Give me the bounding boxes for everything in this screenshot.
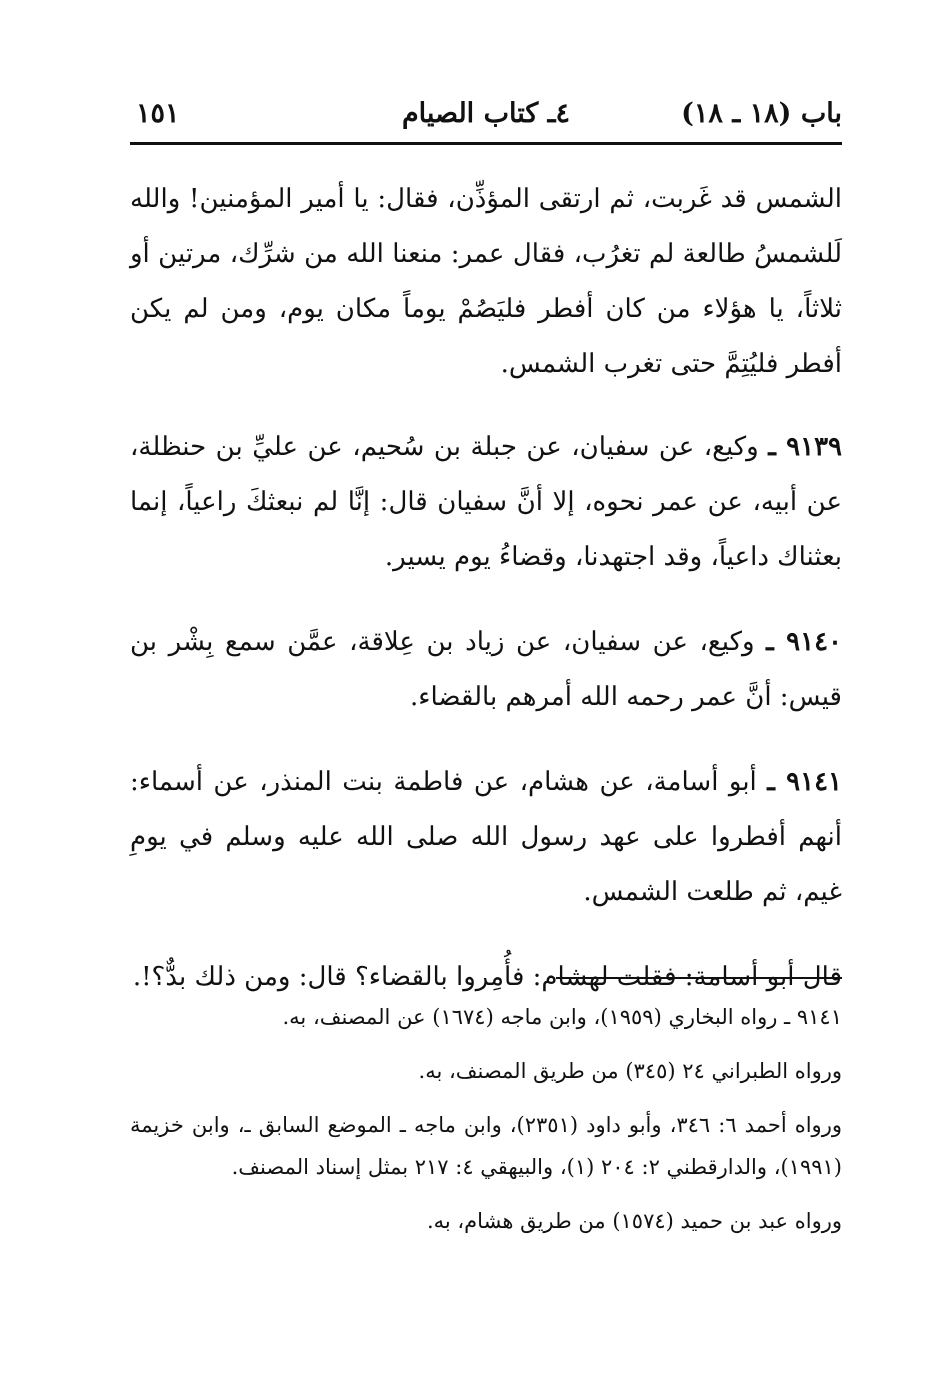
hadith-number: ٩١٤١ ـ bbox=[767, 767, 843, 797]
chapter-heading: باب (١٨ ـ ١٨) bbox=[681, 98, 842, 129]
paragraph-text: وكيع، عن سفيان، عن جبلة بن سُحيم، عن عليِّ بن حنظلة، عن أبيه، عن عمر نحوه، إلا أنَّ سفيان قال: إنَّا لم نبعثكَ راعياً، إنما بعثناك داعياً، وقد اجتهدنا، وقضاءُ يوم يسير. bbox=[130, 432, 842, 572]
paragraph-text: قال أبو أسامة: فقلت لهشام: فأُمِروا بالقضاء؟ قال: ومن ذلك بدٌّ؟!. bbox=[132, 962, 842, 992]
footnote-rule bbox=[556, 977, 842, 979]
footnotes bbox=[130, 996, 842, 1254]
paragraph-text: أبو أسامة، عن هشام، عن فاطمة بنت المنذر، عن أسماء: أنهم أفطروا على عهد رسول الله صلى الله عليه وسلم في يومِ غيم، ثم طلعت الشمس. bbox=[130, 767, 842, 907]
hadith-number: ٩١٣٩ ـ bbox=[768, 432, 843, 462]
page-number: ١٥١ bbox=[136, 98, 180, 129]
hadith-number: ٩١٤٠ ـ bbox=[766, 627, 843, 657]
hadith-9139 bbox=[130, 420, 842, 585]
page-header bbox=[130, 92, 842, 140]
hadith-9141 bbox=[130, 755, 842, 920]
footnote: ٩١٤١ ـ رواه البخاري (١٩٥٩)، وابن ماجه (١٦٧٤) عن المصنف، به. bbox=[282, 1005, 842, 1029]
paragraph bbox=[130, 172, 842, 392]
footnote: ورواه أحمد ٦: ٣٤٦، وأبو داود (٢٣٥١)، وابن ماجه ـ الموضع السابق ـ، وابن خزيمة (١٩٩١)، والدارقطني ٢: ٢٠٤ (١)، والبيهقي ٤: ٢١٧ بمثل إسناد المصنف. bbox=[130, 1113, 842, 1179]
footnote: ورواه الطبراني ٢٤ (٣٤٥) من طريق المصنف، به. bbox=[418, 1059, 842, 1083]
header-rule bbox=[130, 142, 842, 145]
footnote: ورواه عبد بن حميد (١٥٧٤) من طريق هشام، به. bbox=[426, 1209, 842, 1233]
book-title: ٤ـ كتاب الصيام bbox=[401, 98, 571, 129]
main-text bbox=[130, 172, 842, 1035]
paragraph-text: وكيع، عن سفيان، عن زياد بن عِلاقة، عمَّن سمع بِشْر بن قيس: أنَّ عمر رحمه الله أمرهم بالقضاء. bbox=[130, 627, 842, 712]
paragraph-text: الشمس قد غَربت، ثم ارتقى المؤذِّن، فقال: يا أمير المؤمنين! والله لَلشمسُ طالعة لم تغرُب، فقال عمر: منعنا الله من شرِّك، مرتين أو ثلاثاً، يا هؤلاء من كان أفطر فليَصُمْ يوماً مكان يوم، ومن لم يكن أفطر فليُتِمَّ حتى تغرب الشمس. bbox=[130, 184, 842, 379]
hadith-9140 bbox=[130, 615, 842, 725]
